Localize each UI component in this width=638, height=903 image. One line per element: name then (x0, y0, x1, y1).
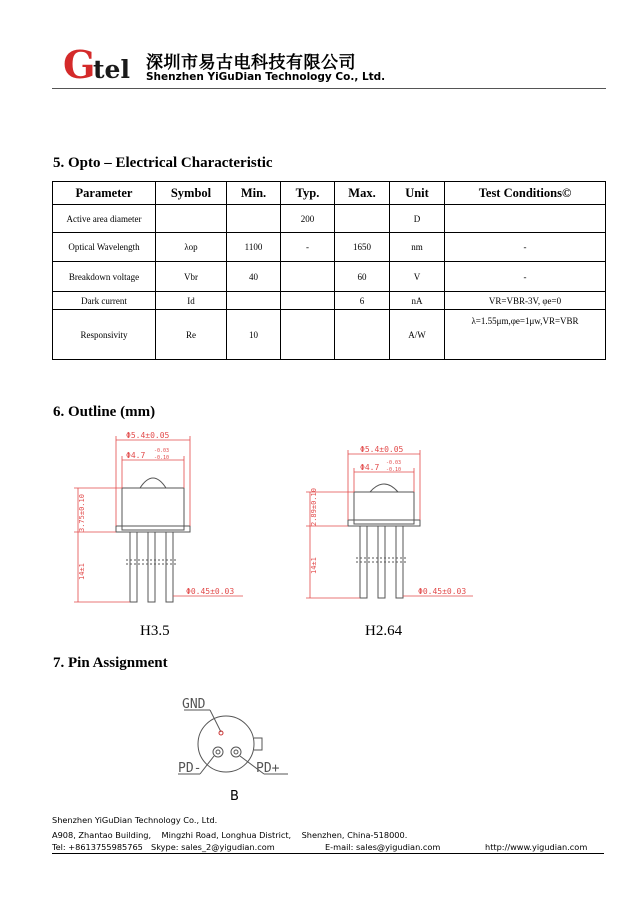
dim-inner-tol-bot: -0.10 (386, 467, 402, 473)
footer-company: Shenzhen YiGuDian Technology Co., Ltd. (52, 815, 218, 825)
dim-inner-tol-top: -0.03 (154, 448, 170, 454)
cell-max (335, 310, 390, 360)
footer-address: A908, Zhantao Building, Mingzhi Road, Longhua District, Shenzhen, China-518000. (52, 830, 408, 840)
footer-tel: Tel: +8613755985765 (52, 842, 143, 852)
dim-inner-label: Φ4.7 (360, 463, 380, 472)
cell-unit: nm (390, 233, 445, 262)
cell-max (335, 205, 390, 233)
header-parameter: Parameter (53, 182, 156, 205)
dim-pin-label: Φ0.45±0.03 (418, 587, 467, 596)
cell-unit: nA (390, 292, 445, 310)
outline-drawing-h35 (68, 432, 248, 607)
dim-inner-tol-bot: -0.10 (154, 455, 170, 461)
cell-min: 40 (227, 262, 281, 292)
pin-diagram-label: B (230, 789, 239, 804)
cell-parameter: Dark current (53, 292, 156, 310)
header-unit: Unit (390, 182, 445, 205)
cell-typ (281, 310, 335, 360)
section-6-title: 6. Outline (mm) (53, 404, 156, 420)
section-7-title: 7. Pin Assignment (53, 655, 168, 671)
pin-pd-plus-label: PD+ (256, 761, 280, 776)
cell-unit: A/W (390, 310, 445, 360)
pin-assignment-diagram (176, 694, 296, 782)
cell-symbol: λop (156, 233, 227, 262)
cell-typ (281, 292, 335, 310)
cell-symbol (156, 205, 227, 233)
cell-unit: D (390, 205, 445, 233)
header-max: Max. (335, 182, 390, 205)
cell-min: 10 (227, 310, 281, 360)
table-row (53, 233, 606, 262)
outline-caption-right: H2.64 (365, 623, 403, 639)
svg-text:G: G (63, 46, 96, 84)
cell-parameter: Optical Wavelength (53, 233, 156, 262)
cell-conditions: - (445, 233, 606, 262)
section-5-title: 5. Opto – Electrical Characteristic (53, 155, 273, 171)
company-name-en: Shenzhen YiGuDian Technology Co., Ltd. (146, 71, 386, 83)
outline-caption-left: H3.5 (140, 623, 170, 639)
outline-drawing-h264 (298, 446, 478, 606)
header-symbol: Symbol (156, 182, 227, 205)
cell-min: 1100 (227, 233, 281, 262)
cell-conditions (445, 205, 606, 233)
cell-symbol: Id (156, 292, 227, 310)
dim-lead-label: 14±1 (78, 563, 86, 580)
pin-gnd-label: GND (182, 697, 206, 712)
dim-height-label: 3.75±0.10 (78, 494, 86, 532)
company-logo (63, 46, 141, 84)
footer-website[interactable]: http://www.yigudian.com (485, 842, 588, 852)
table-header-row (53, 182, 606, 205)
header-typ: Typ. (281, 182, 335, 205)
cell-unit: V (390, 262, 445, 292)
dim-height-label: 2.89±0.10 (310, 488, 318, 526)
opto-electrical-table (52, 181, 606, 360)
footer-divider (52, 853, 604, 854)
footer-skype: Skype: sales_2@yigudian.com (151, 842, 275, 852)
company-name-cn: 深圳市易古电科技有限公司 (146, 53, 356, 73)
svg-text:tel: tel (93, 55, 130, 84)
cell-parameter: Responsivity (53, 310, 156, 360)
cell-max: 6 (335, 292, 390, 310)
cell-symbol: Vbr (156, 262, 227, 292)
cell-conditions: VR=VBR-3V, φe=0 (445, 292, 606, 310)
cell-min (227, 292, 281, 310)
dim-outer-label: Φ5.4±0.05 (360, 446, 404, 454)
cell-max: 60 (335, 262, 390, 292)
table-row (53, 262, 606, 292)
cell-parameter: Active area diameter (53, 205, 156, 233)
pin-pd-minus-label: PD- (178, 761, 202, 776)
table-row (53, 205, 606, 233)
cell-parameter: Breakdown voltage (53, 262, 156, 292)
cell-symbol: Re (156, 310, 227, 360)
header-divider (52, 88, 606, 89)
cell-min (227, 205, 281, 233)
footer-email: E-mail: sales@yigudian.com (325, 842, 441, 852)
header-test-conditions: Test Conditions© (445, 182, 606, 205)
cell-conditions: λ=1.55μm,φe=1μw,VR=VBR (445, 310, 606, 360)
header-min: Min. (227, 182, 281, 205)
dim-outer-label: Φ5.4±0.05 (126, 432, 170, 440)
dim-pin-label: Φ0.45±0.03 (186, 587, 235, 596)
cell-typ: - (281, 233, 335, 262)
cell-max: 1650 (335, 233, 390, 262)
table-row (53, 292, 606, 310)
dim-inner-label: Φ4.7 (126, 451, 146, 460)
dim-lead-label: 14±1 (310, 557, 318, 574)
cell-conditions: - (445, 262, 606, 292)
table-row (53, 310, 606, 360)
cell-typ (281, 262, 335, 292)
dim-inner-tol-top: -0.03 (386, 460, 402, 466)
cell-typ: 200 (281, 205, 335, 233)
